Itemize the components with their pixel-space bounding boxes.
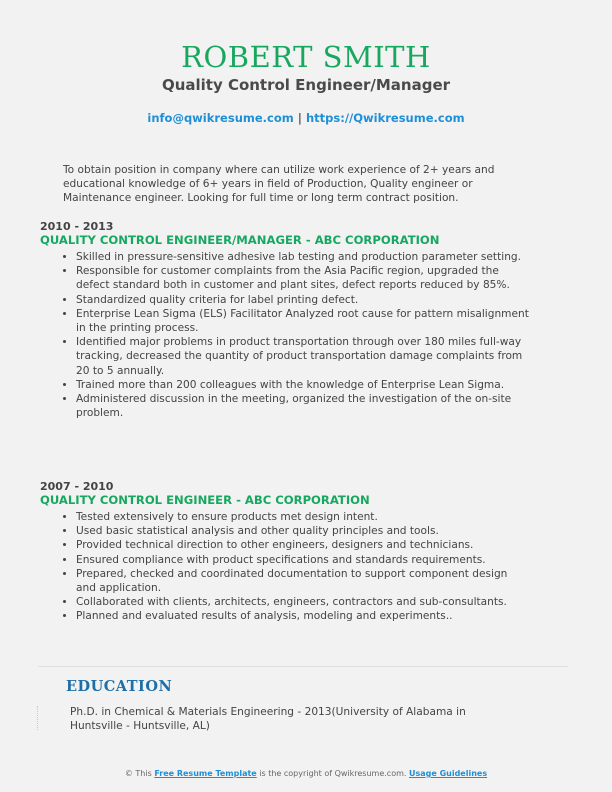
experience-entry: [40, 480, 530, 624]
email-link[interactable]: info@qwikresume.com: [147, 111, 294, 125]
contact-line: [0, 111, 612, 125]
education-heading: EDUCATION: [66, 678, 173, 695]
footer-prefix: © This: [124, 769, 152, 778]
job-title: QUALITY CONTROL ENGINEER/MANAGER - ABC CORPORATION: [40, 233, 440, 247]
job-bullet-list: [40, 250, 530, 420]
job-dates: 2010 - 2013: [40, 220, 114, 233]
job-title: QUALITY CONTROL ENGINEER - ABC CORPORATION: [40, 493, 370, 507]
objective-text: To obtain position in company where can utilize work experience of 2+ years and educational knowledge of 6+ years in field of Production, Quality engineer or Maintenance engineer. Looking for full time or long term contract position.: [63, 164, 495, 204]
job-bullet: • Enterprise Lean Sigma (ELS) Facilitator Analyzed root cause for pattern misalignment in the printing process.: [76, 307, 530, 335]
job-dates: 2007 - 2010: [40, 480, 114, 493]
job-bullet: • Skilled in pressure-sensitive adhesive lab testing and production parameter setting.: [76, 250, 530, 264]
section-divider: [38, 666, 568, 667]
job-bullet: • Tested extensively to ensure products met design intent.: [76, 510, 530, 524]
job-bullet: • Provided technical direction to other engineers, designers and technicians.: [76, 538, 530, 552]
job-bullet: • Used basic statistical analysis and other quality principles and tools.: [76, 524, 530, 538]
experience-entry: [40, 220, 530, 420]
job-bullet: • Trained more than 200 colleagues with the knowledge of Enterprise Lean Sigma.: [76, 378, 530, 392]
education-dotted-marker: [37, 706, 41, 730]
footer-middle: is the copyright of Qwikresume.com.: [259, 769, 407, 778]
free-resume-template-link[interactable]: Free Resume Template: [154, 769, 257, 778]
usage-guidelines-link[interactable]: Usage Guidelines: [408, 769, 488, 778]
candidate-name: ROBERT SMITH: [181, 40, 431, 74]
job-bullet: • Administered discussion in the meeting, organized the investigation of the on-site problem.: [76, 392, 530, 420]
job-bullet: • Ensured compliance with product specifications and standards requirements.: [76, 553, 530, 567]
candidate-title: Quality Control Engineer/Manager: [161, 76, 451, 94]
job-bullet: • Collaborated with clients, architects, engineers, contractors and sub-consultants.: [76, 595, 530, 609]
website-link[interactable]: https://Qwikresume.com: [305, 111, 465, 125]
job-bullet: • Responsible for customer complaints from the Asia Pacific region, upgraded the defect standard both in customer and plant sites, defect reports reduced by 85%.: [76, 264, 530, 292]
job-bullet: • Identified major problems in product transportation through over 180 miles full-way tracking, decreased the quantity of product transportation damage complaints from 20 to 5 annually.: [76, 335, 530, 378]
job-bullet: • Prepared, checked and coordinated documentation to support component design and application.: [76, 567, 530, 595]
contact-separator: |: [297, 111, 302, 125]
footer-copyright: [0, 769, 612, 778]
job-bullet: • Planned and evaluated results of analysis, modeling and experiments..: [76, 609, 530, 623]
job-bullet-list: [40, 510, 530, 624]
job-bullet: • Standardized quality criteria for label printing defect.: [76, 293, 530, 307]
education-entry: Ph.D. in Chemical & Materials Engineering - 2013(University of Alabama in Huntsville - Huntsville, AL): [70, 706, 466, 733]
